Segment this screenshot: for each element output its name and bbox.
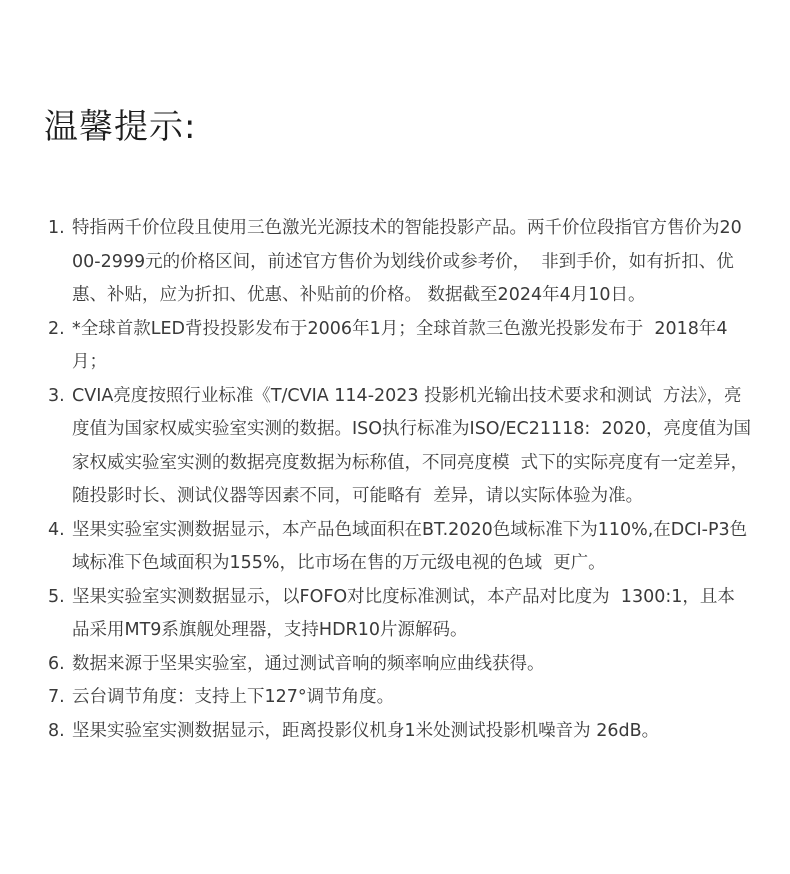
note-text: 特指两千价位段且使用三色激光光源技术的智能投影产品。两千价位段指官方售价为2000-2999元的价格区间，前述官方售价为划线价或参考价， 非到手价，如有折扣、优惠、补贴，应为折扣、优惠、补贴前的价格。 数据截至2024年4月10日。 [72,218,742,305]
note-number: 1. [48,218,65,238]
note-number: 2. [48,318,65,339]
note-item [48,313,752,380]
note-text: 坚果实验室实测数据显示，距离投影仪机身1米处测试投影机噪音为 26dB。 [72,720,660,741]
note-item [48,514,752,581]
note-item [48,681,752,715]
note-number: 4. [48,519,65,540]
note-item [48,212,752,313]
note-number: 7. [48,687,65,707]
note-number: 5. [48,586,65,607]
note-text: 坚果实验室实测数据显示，本产品色域面积在BT.2020色域标准下为110%,在DCI-P3色域标准下色域面积为155%，比市场在售的万元级电视的色域 更广。 [72,519,748,573]
note-item [48,648,752,682]
note-text: 坚果实验室实测数据显示，以FOFO对比度标准测试，本产品对比度为 1300:1，且本品采用MT9系旗舰处理器，支持HDR10片源解码。 [72,586,735,640]
note-item [48,715,752,749]
note-number: 3. [48,385,65,406]
note-item [48,380,752,514]
note-text: *全球首款LED背投投影发布于2006年1月；全球首款三色激光投影发布于 2018年4月； [72,318,728,372]
note-number: 6. [48,653,65,674]
note-text: 云台调节角度：支持上下127°调节角度。 [72,687,395,707]
notes-list [48,212,752,748]
note-item [48,581,752,648]
note-text: CVIA亮度按照行业标准《T/CVIA 114-2023 投影机光输出技术要求和测试 方法》，亮度值为国家权威实验室实测的数据。ISO执行标准为ISO/EC21118: 2020，亮度值为国家权威实验室实测的数据亮度数据为标称值，不同亮度模 式下的实际亮度有一定差异，随投影时长、测试仪器等因素不同，可能略有 差异，请以实际体验为准。 [72,385,751,506]
note-number: 8. [48,720,65,741]
page-title: 温馨提示: [44,107,197,147]
note-text: 数据来源于坚果实验室，通过测试音响的频率响应曲线获得。 [72,653,545,674]
